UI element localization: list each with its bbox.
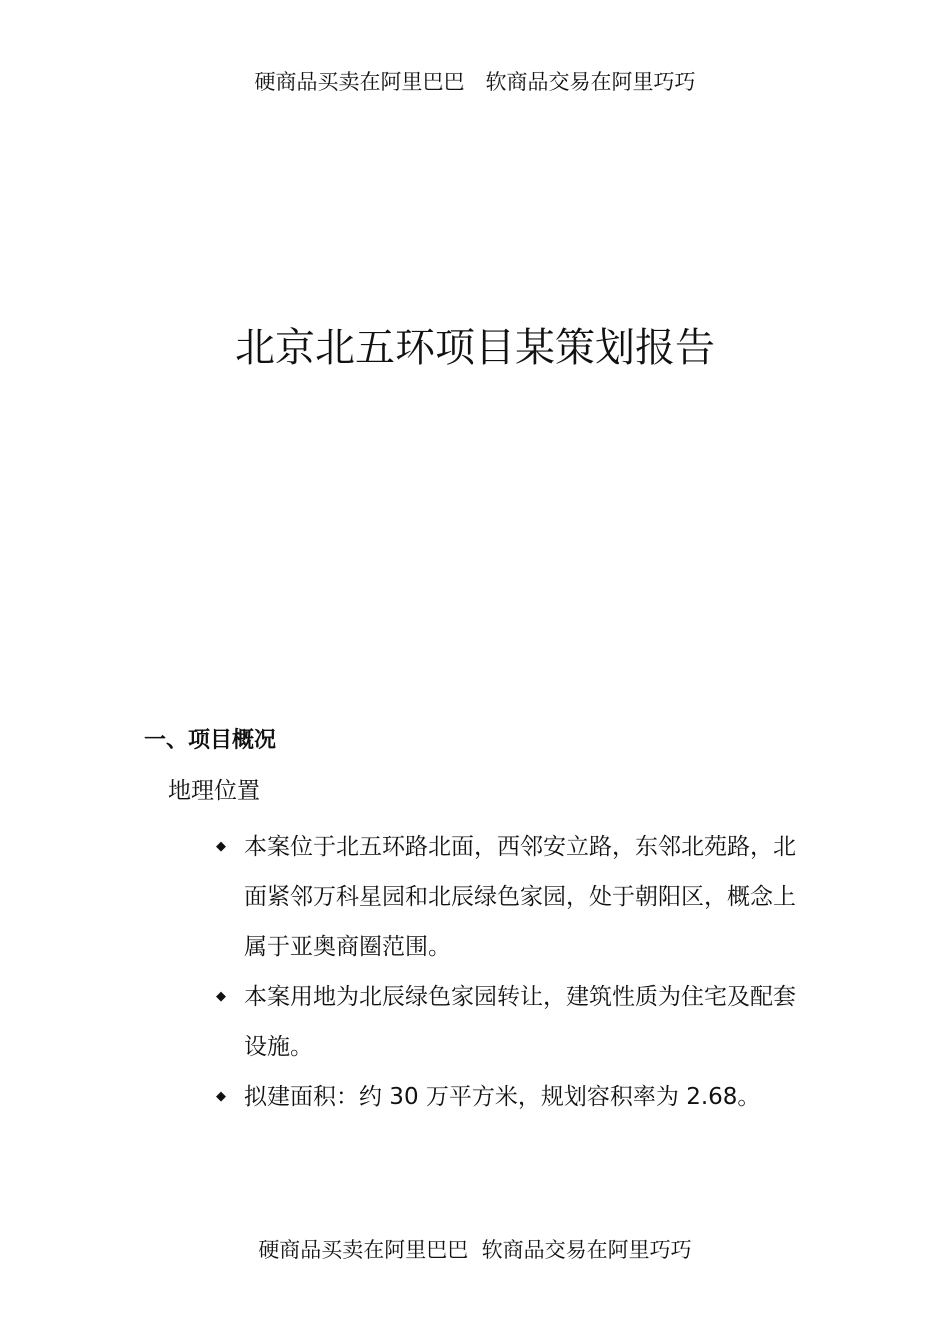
diamond-bullet-icon: ◆	[216, 1089, 226, 1104]
diamond-bullet-icon: ◆	[216, 839, 226, 854]
page-header: 硬商品买卖在阿里巴巴 软商品交易在阿里巧巧	[254, 70, 696, 94]
list-item	[212, 822, 812, 972]
list-item	[212, 1072, 812, 1122]
page-footer: 硬商品买卖在阿里巴巴 软商品交易在阿里巧巧	[258, 1238, 692, 1262]
bullet-list	[212, 822, 812, 1122]
list-item-text: 拟建面积：约 30 万平方米，规划容积率为 2.68。	[244, 1084, 761, 1110]
section-heading: 一、项目概况	[144, 728, 277, 753]
diamond-bullet-icon: ◆	[216, 989, 226, 1004]
list-item-text: 本案位于北五环路北面，西邻安立路，东邻北苑路，北面紧邻万科星园和北辰绿色家园，处于朝阳区，概念上属于亚奥商圈范围。	[244, 834, 796, 960]
list-item-text: 本案用地为北辰绿色家园转让，建筑性质为住宅及配套设施。	[244, 984, 796, 1060]
subsection-heading: 地理位置	[168, 778, 260, 804]
list-item	[212, 972, 812, 1072]
document-title: 北京北五环项目某策划报告	[235, 325, 715, 371]
